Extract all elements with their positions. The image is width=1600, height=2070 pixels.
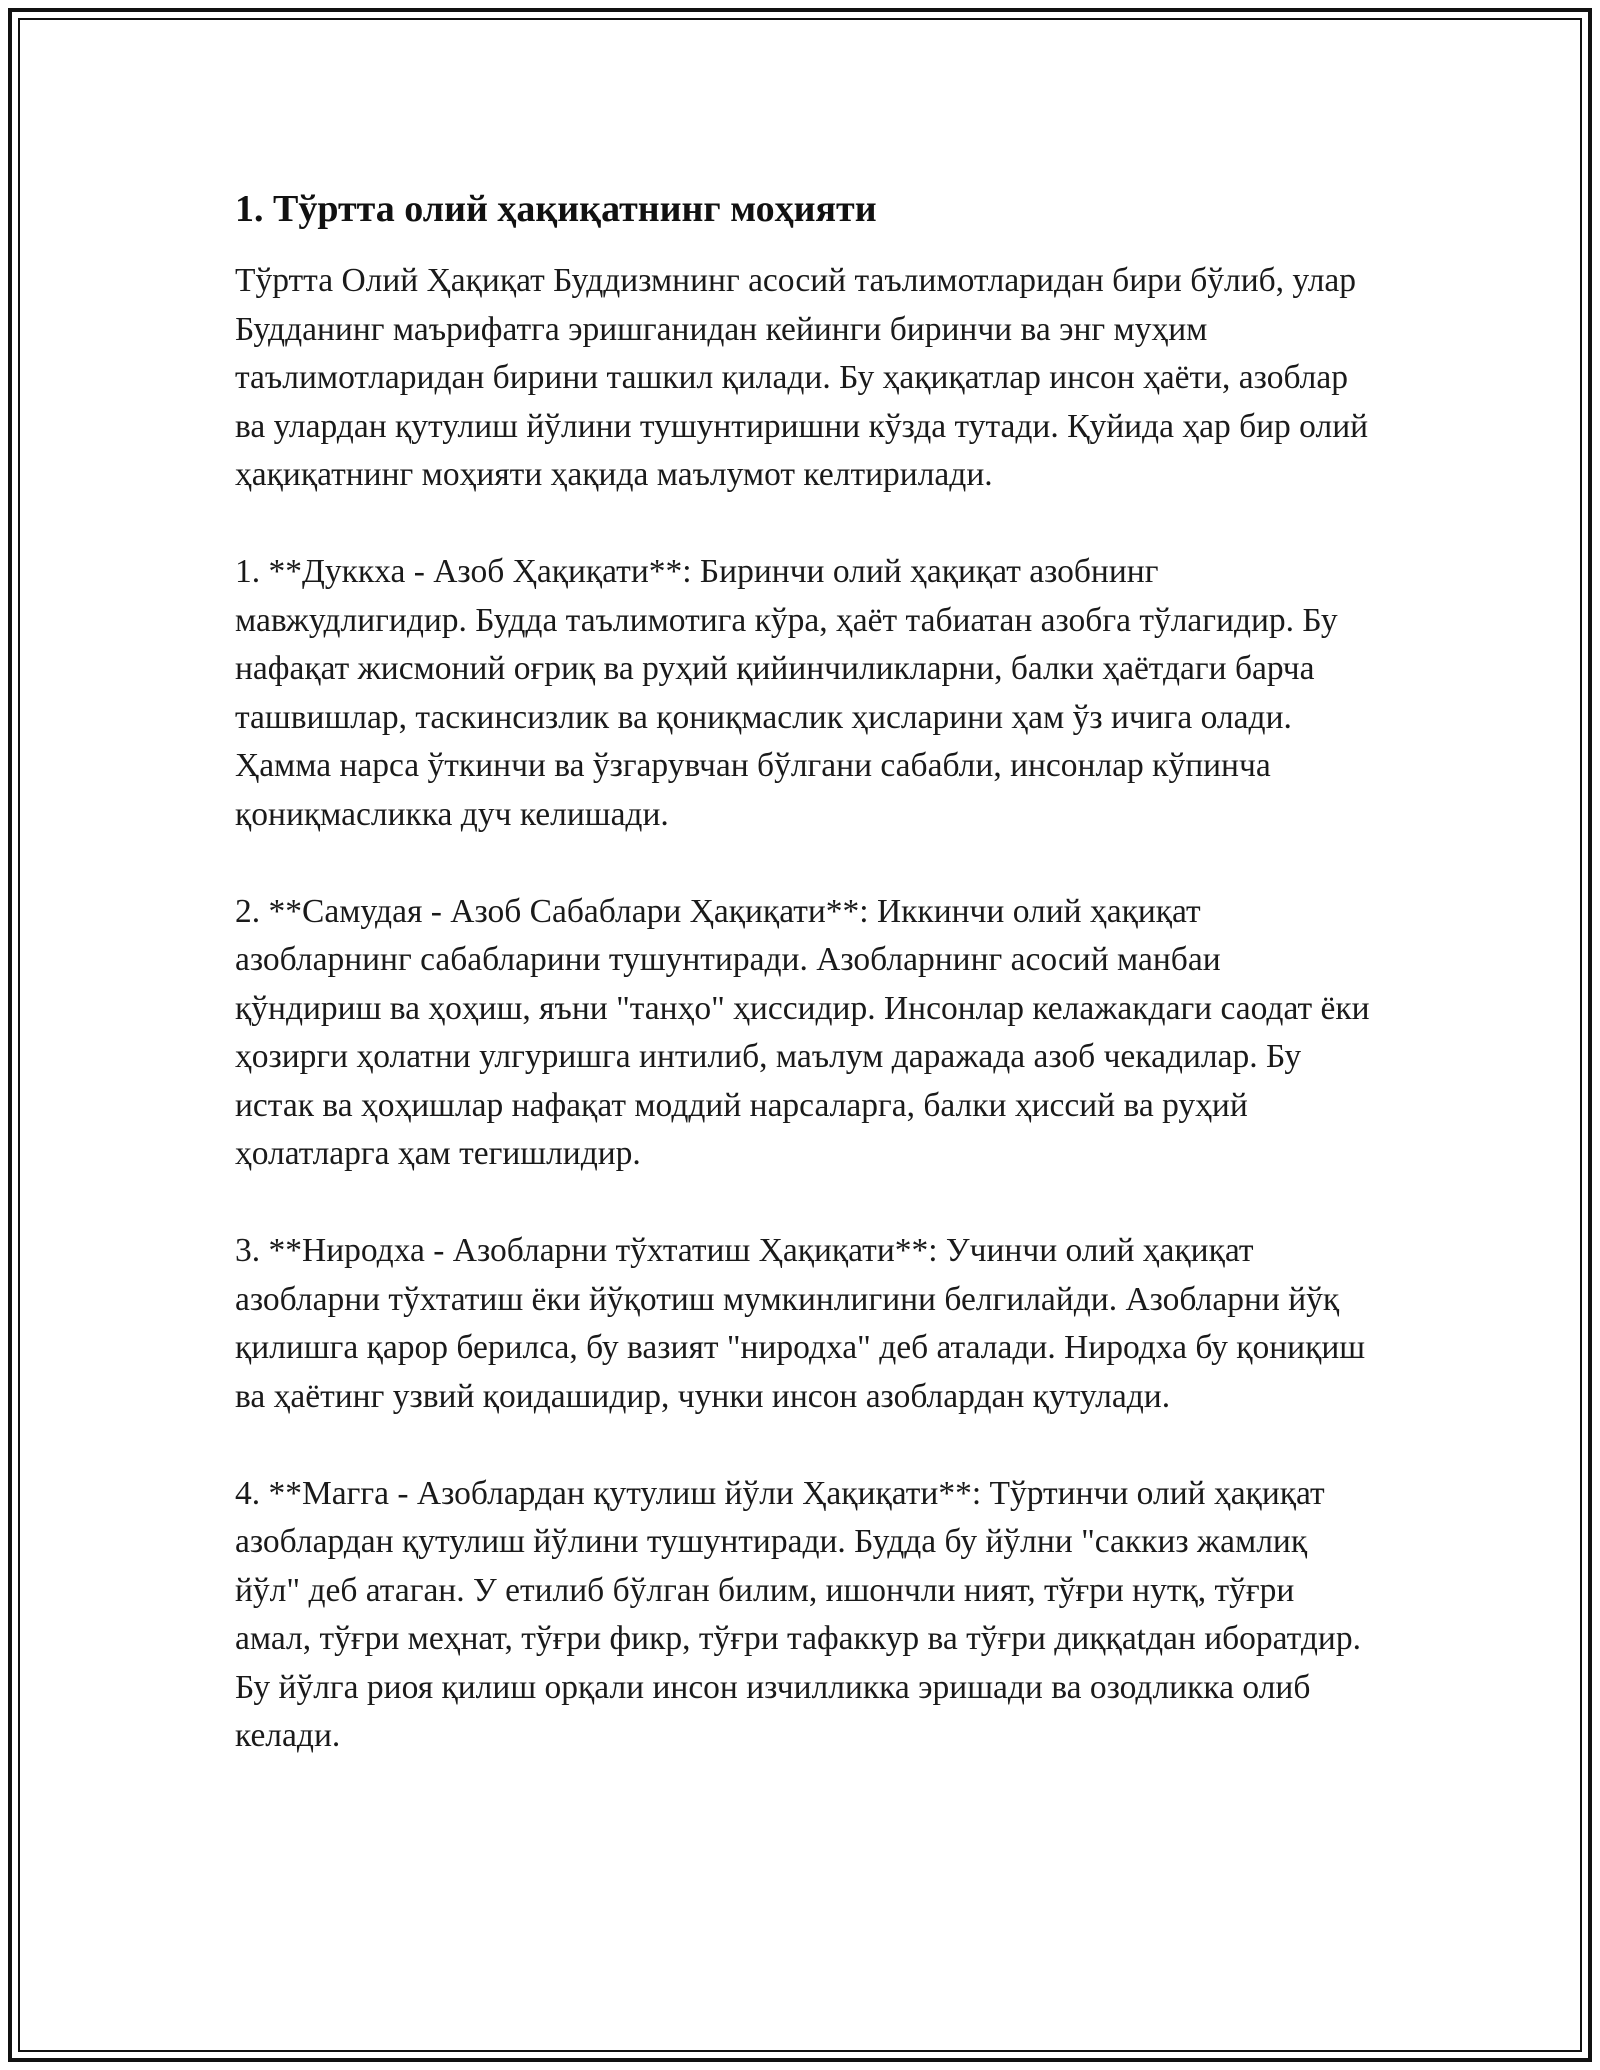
intro-paragraph: Тўртта Олий Ҳақиқат Буддизмнинг асосий таълимотларидан бири бўлиб, улар Будданинг маърифатга эришганидан кейинги биринчи ва энг муҳим таълимотларидан бирини ташкил қилади. Бу ҳақиқатлар инсон ҳаёти, азоблар ва улардан қутулиш йўлини тушунтиришни кўзда тутади. Қуйида ҳар бир олий ҳақиқатнинг моҳияти ҳақида маълумот келтирилади. xyxy=(235,262,1369,493)
paragraph-samudaya: 2. **Самудая - Азоб Сабаблари Ҳақиқати**: Иккинчи олий ҳақиқат азобларнинг сабабларини тушунтиради. Азобларнинг асосий манбаи қўндириш ва ҳоҳиш, яъни "танҳо" ҳиссидир. Инсонлар келажакдаги саодат ёки ҳозирги ҳолатни улгуришга интилиб, маълум даражада азоб чекадилар. Бу истак ва ҳоҳишлар нафақат моддий нарсаларга, балки ҳиссий ва руҳий ҳолатларга ҳам тегишлидир. xyxy=(235,892,1370,1172)
paragraph-dukkha: 1. **Дуккха - Азоб Ҳақиқати**: Биринчи олий ҳақиқат азобнинг мавжудлигидир. Будда таълимотига кўра, ҳаёт табиатан азобга тўлагидир. Бу нафақат жисмоний оғриқ ва руҳий қийинчиликларни, балки ҳаётдаги барча ташвишлар, таскинсизлик ва қониқмаслик ҳисларини ҳам ўз ичига олади. Ҳамма нарса ўткинчи ва ўзгарувчан бўлгани сабабли, инсонлар кўпинча қониқмасликка дуч келишади. xyxy=(235,553,1338,833)
document-title: 1. Тўртта олий ҳақиқатнинг моҳияти xyxy=(235,188,877,230)
document-body xyxy=(235,185,1375,1809)
paragraph-nirodha: 3. **Ниродха - Азобларни тўхтатиш Ҳақиқати**: Учинчи олий ҳақиқат азобларни тўхтатиш ёки йўқотиш мумкинлигини белгилайди. Азобларни йўқ қилишга қарор берилса, бу вазият "ниродха" деб аталади. Ниродха бу қониқиш ва ҳаётинг узвий қоидашидир, чунки инсон азоблардан қутулади. xyxy=(235,1232,1366,1415)
paragraph-magga: 4. **Магга - Азоблардан қутулиш йўли Ҳақиқати**: Тўртинчи олий ҳақиқат азоблардан қутулиш йўлини тушунтиради. Будда бу йўлни "саккиз жамлиқ йўл" деб атаган. У етилиб бўлган билим, ишончли ният, тўғри нутқ, тўғри амал, тўғри меҳнат, тўғри фикр, тўғри тафаккур ва тўғри диққatдан иборатдир. Бу йўлга риоя қилиш орқали инсон изчилликка эришади ва озодликка олиб келади. xyxy=(235,1474,1361,1754)
